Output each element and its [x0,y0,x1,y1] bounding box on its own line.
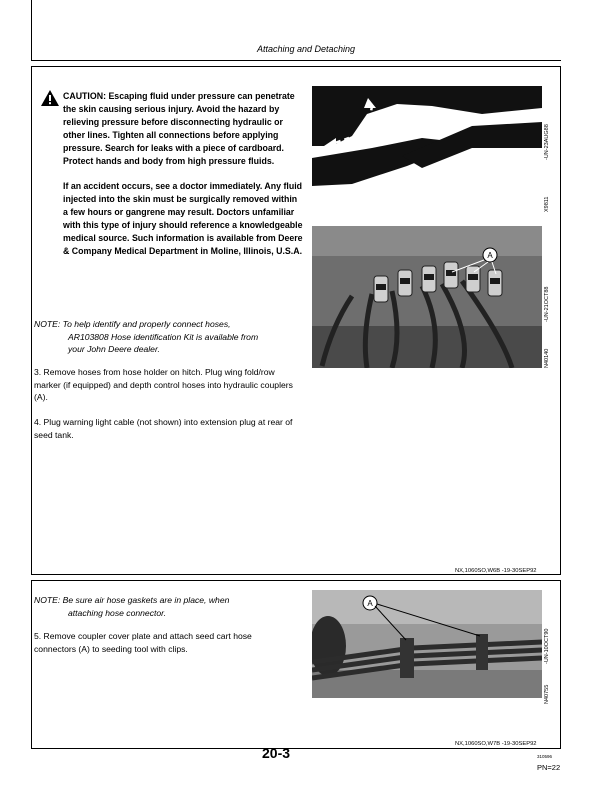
image1-date-label: -UN-23AUG88 [544,124,550,160]
image3-code-label: N40755 [544,684,550,704]
caution-block [63,90,303,271]
image1-code-label: X9811 [544,196,550,212]
photo3-callout-a: A [367,599,373,608]
reference-code-2: NX,1060SO,W7B -19-30SEP92 [455,741,537,747]
note2-label: NOTE: [34,595,61,605]
hose-connectors-photo [312,590,542,703]
note-line-2: AR103808 Hose identification Kit is available from [68,331,259,342]
image3-date-label: -UN-10OCT90 [544,628,550,664]
note-line-1: To help identify and properly connect hoses, [62,319,231,329]
step-3: 3. Remove hoses from hose holder on hitch. Plug wing fold/row marker (if equipped) and depth control hoses into hydraulic couplers (A). [34,367,293,403]
note-hose-kit [34,318,312,356]
image2-date-label: -UN-21OCT88 [544,286,550,322]
note-label: NOTE: [34,319,61,329]
caution-paragraph-1: CAUTION: Escaping fluid under pressure can penetrate the skin causing serious injury. Avoid the hazard by relieving pressure before disconnecting hydraulic or other lines. Tighten all connections before applying pressure. Search for leaks with a piece of cardboard. Protect hands and body from high pressure fluids. [63,91,295,166]
note-line-3: your John Deere dealer. [68,344,160,355]
hydraulic-couplers-photo [312,226,542,373]
section1-left-border [31,66,32,574]
section2-top-border [31,580,561,581]
step-4: 4. Plug warning light cable (not shown) into extension plug at rear of seed tank. [34,417,293,440]
reference-code-1: NX,1060SO,W6B -19-30SEP92 [455,568,537,574]
section2-right-border [560,580,561,748]
photo2-callout-a: A [487,251,493,260]
section2-left-border [31,580,32,748]
section1-right-border [560,66,561,574]
header-rule [31,60,561,61]
note2-line-1: Be sure air hose gaskets are in place, when [62,595,230,605]
note2-line-2: attaching hose connector. [68,607,167,618]
caution-paragraph-2: If an accident occurs, see a doctor immediately. Any fluid injected into the skin must be surgically removed within a few hours or gangrene may result. Doctors unfamiliar with this type of injury should reference a knowledgeable medical source. Such information is available from Deere & Company Medical Department in Moline, Illinois, U.S.A. [63,181,303,256]
image2-code-label: N40140 [544,348,550,368]
footer-pn: PN=22 [537,763,561,772]
warning-triangle-icon [40,89,60,112]
section1-bottom-border [31,574,561,575]
page-number: 20-3 [262,745,291,761]
section1-top-border [31,66,561,67]
footer-code: 310596 [537,754,553,759]
fluid-injection-illustration [312,86,542,191]
step-5: 5. Remove coupler cover plate and attach seed cart hose connectors (A) to seeding tool with clips. [34,631,252,654]
page-header-title: Attaching and Detaching [256,44,356,54]
note-air-hose-gaskets [34,594,312,619]
section2-bottom-border [31,748,561,749]
